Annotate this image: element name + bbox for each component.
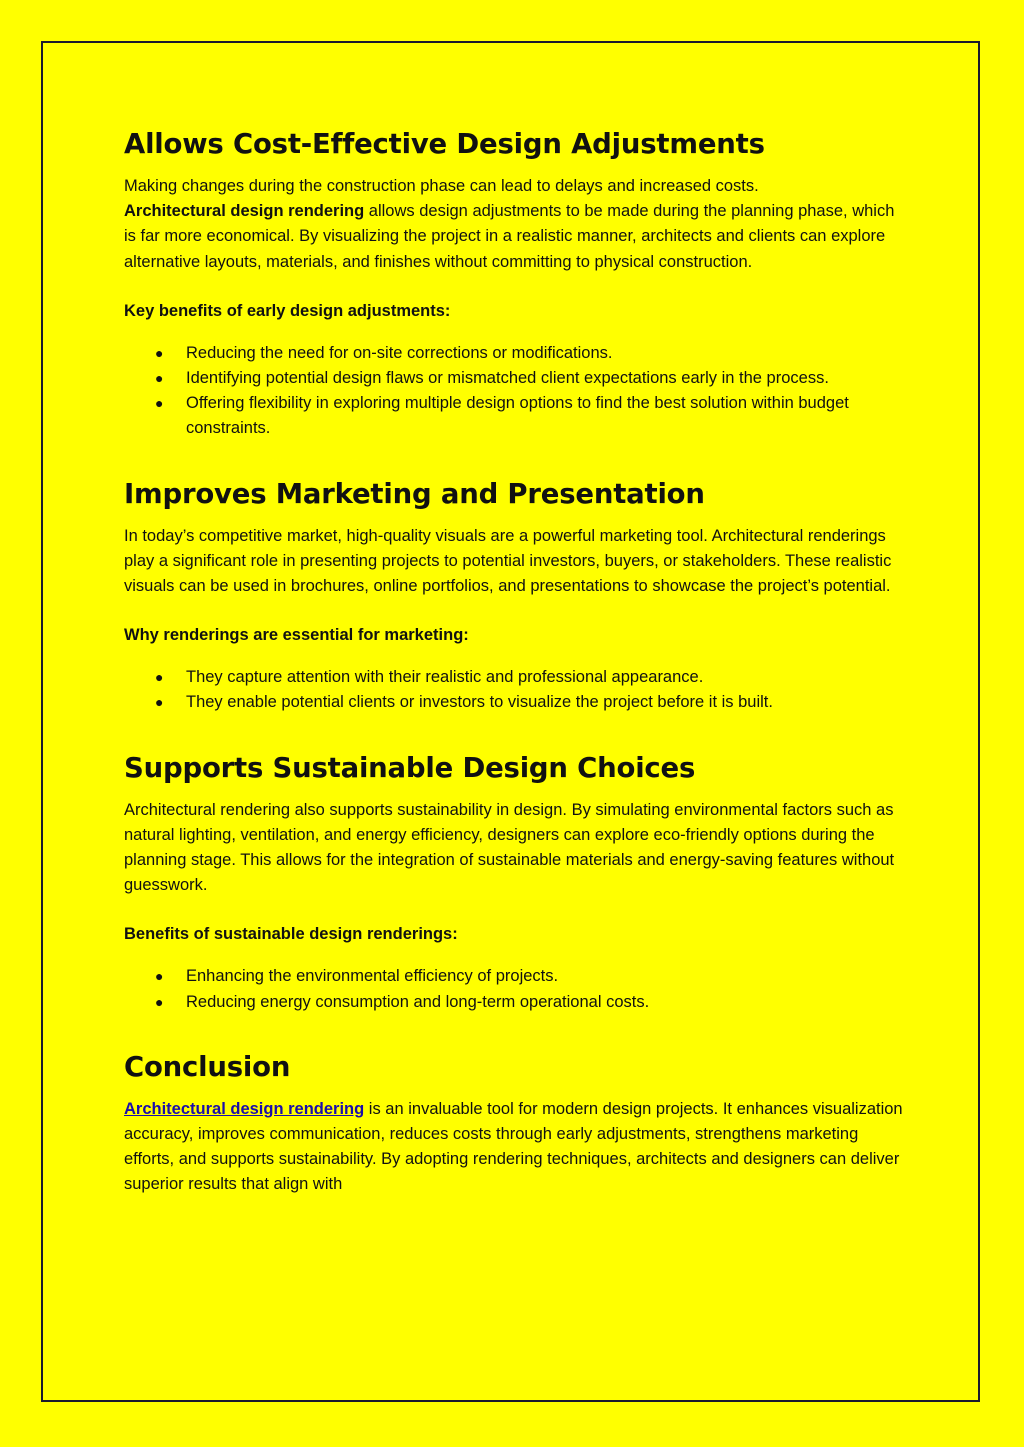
bullet-list [124, 665, 904, 715]
list-item [124, 990, 904, 1015]
list-item [124, 341, 904, 366]
subheading: Why renderings are essential for marketing: [124, 626, 469, 645]
bullet-icon: ● [155, 968, 164, 985]
section-conclusion [124, 1047, 904, 1198]
list-item [124, 690, 904, 715]
list-item-text: Reducing the need for on-site corrections or modifications. [186, 343, 613, 362]
list-item [124, 665, 904, 690]
architectural-rendering-link[interactable]: Architectural design rendering [124, 1099, 365, 1118]
section-heading: Improves Marketing and Presentation [124, 477, 705, 510]
section-paragraph [124, 174, 904, 275]
list-item-text: Enhancing the environmental efficiency of projects. [186, 967, 559, 986]
document-content [124, 124, 904, 1230]
section-sustainable [124, 748, 904, 1015]
list-item-text: They capture attention with their realistic and professional appearance. [186, 668, 704, 687]
section-heading: Conclusion [124, 1050, 291, 1083]
list-item [124, 366, 904, 391]
section-paragraph: In today’s competitive market, high-quality visuals are a powerful marketing tool. Architectural renderings play a significant role in presenting projects to potential investors, buyers, or stakeholders. These realistic visuals can be used in brochures, online portfolios, and presentations to showcase the project’s potential. [124, 526, 892, 596]
bullet-icon: ● [155, 694, 164, 711]
section-paragraph: Architectural rendering also supports sustainability in design. By simulating environmental factors such as natural lighting, ventilation, and energy efficiency, designers can explore eco-friendly options during the planning stage. This allows for the integration of sustainable materials and energy-saving features without guesswork. [124, 800, 895, 895]
list-item-text: Offering flexibility in exploring multiple design options to find the best solution within budget constraints. [186, 394, 849, 438]
bullet-icon: ● [155, 370, 164, 387]
section-cost-effective [124, 124, 904, 442]
bold-term: Architectural design rendering [124, 202, 365, 221]
section-heading: Supports Sustainable Design Choices [124, 751, 696, 784]
section-paragraph [124, 1097, 904, 1198]
subheading: Benefits of sustainable design renderings: [124, 925, 458, 944]
bullet-icon: ● [155, 669, 164, 686]
bullet-list [124, 341, 904, 442]
list-item [124, 964, 904, 989]
bullet-list [124, 964, 904, 1014]
list-item-text: Reducing energy consumption and long-term operational costs. [186, 992, 650, 1011]
list-item-text: Identifying potential design flaws or mismatched client expectations early in the process. [186, 369, 829, 388]
section-heading: Allows Cost-Effective Design Adjustments [124, 128, 765, 160]
section-marketing [124, 474, 904, 716]
paragraph-text: Making changes during the construction phase can lead to delays and increased costs. [124, 177, 759, 195]
bullet-icon: ● [155, 993, 164, 1010]
list-item [124, 391, 904, 441]
list-item-text: They enable potential clients or investors to visualize the project before it is built. [186, 693, 773, 712]
subheading: Key benefits of early design adjustments: [124, 301, 451, 320]
paragraph-text: is an invaluable tool for modern design projects. It enhances visualization accuracy, improves communication, reduces costs through early adjustments, strengthens marketing efforts, and supports sustainability. By adopting rendering techniques, architects and designers can deliver superior results that align with [124, 1099, 903, 1194]
bullet-icon: ● [155, 395, 164, 412]
paragraph-text: allows design adjustments to be made during the planning phase, which is far more economical. By visualizing the project in a realistic manner, architects and clients can explore alternative layouts, materials, and finishes without committing to physical construction. [124, 202, 895, 271]
bullet-icon: ● [155, 344, 164, 361]
